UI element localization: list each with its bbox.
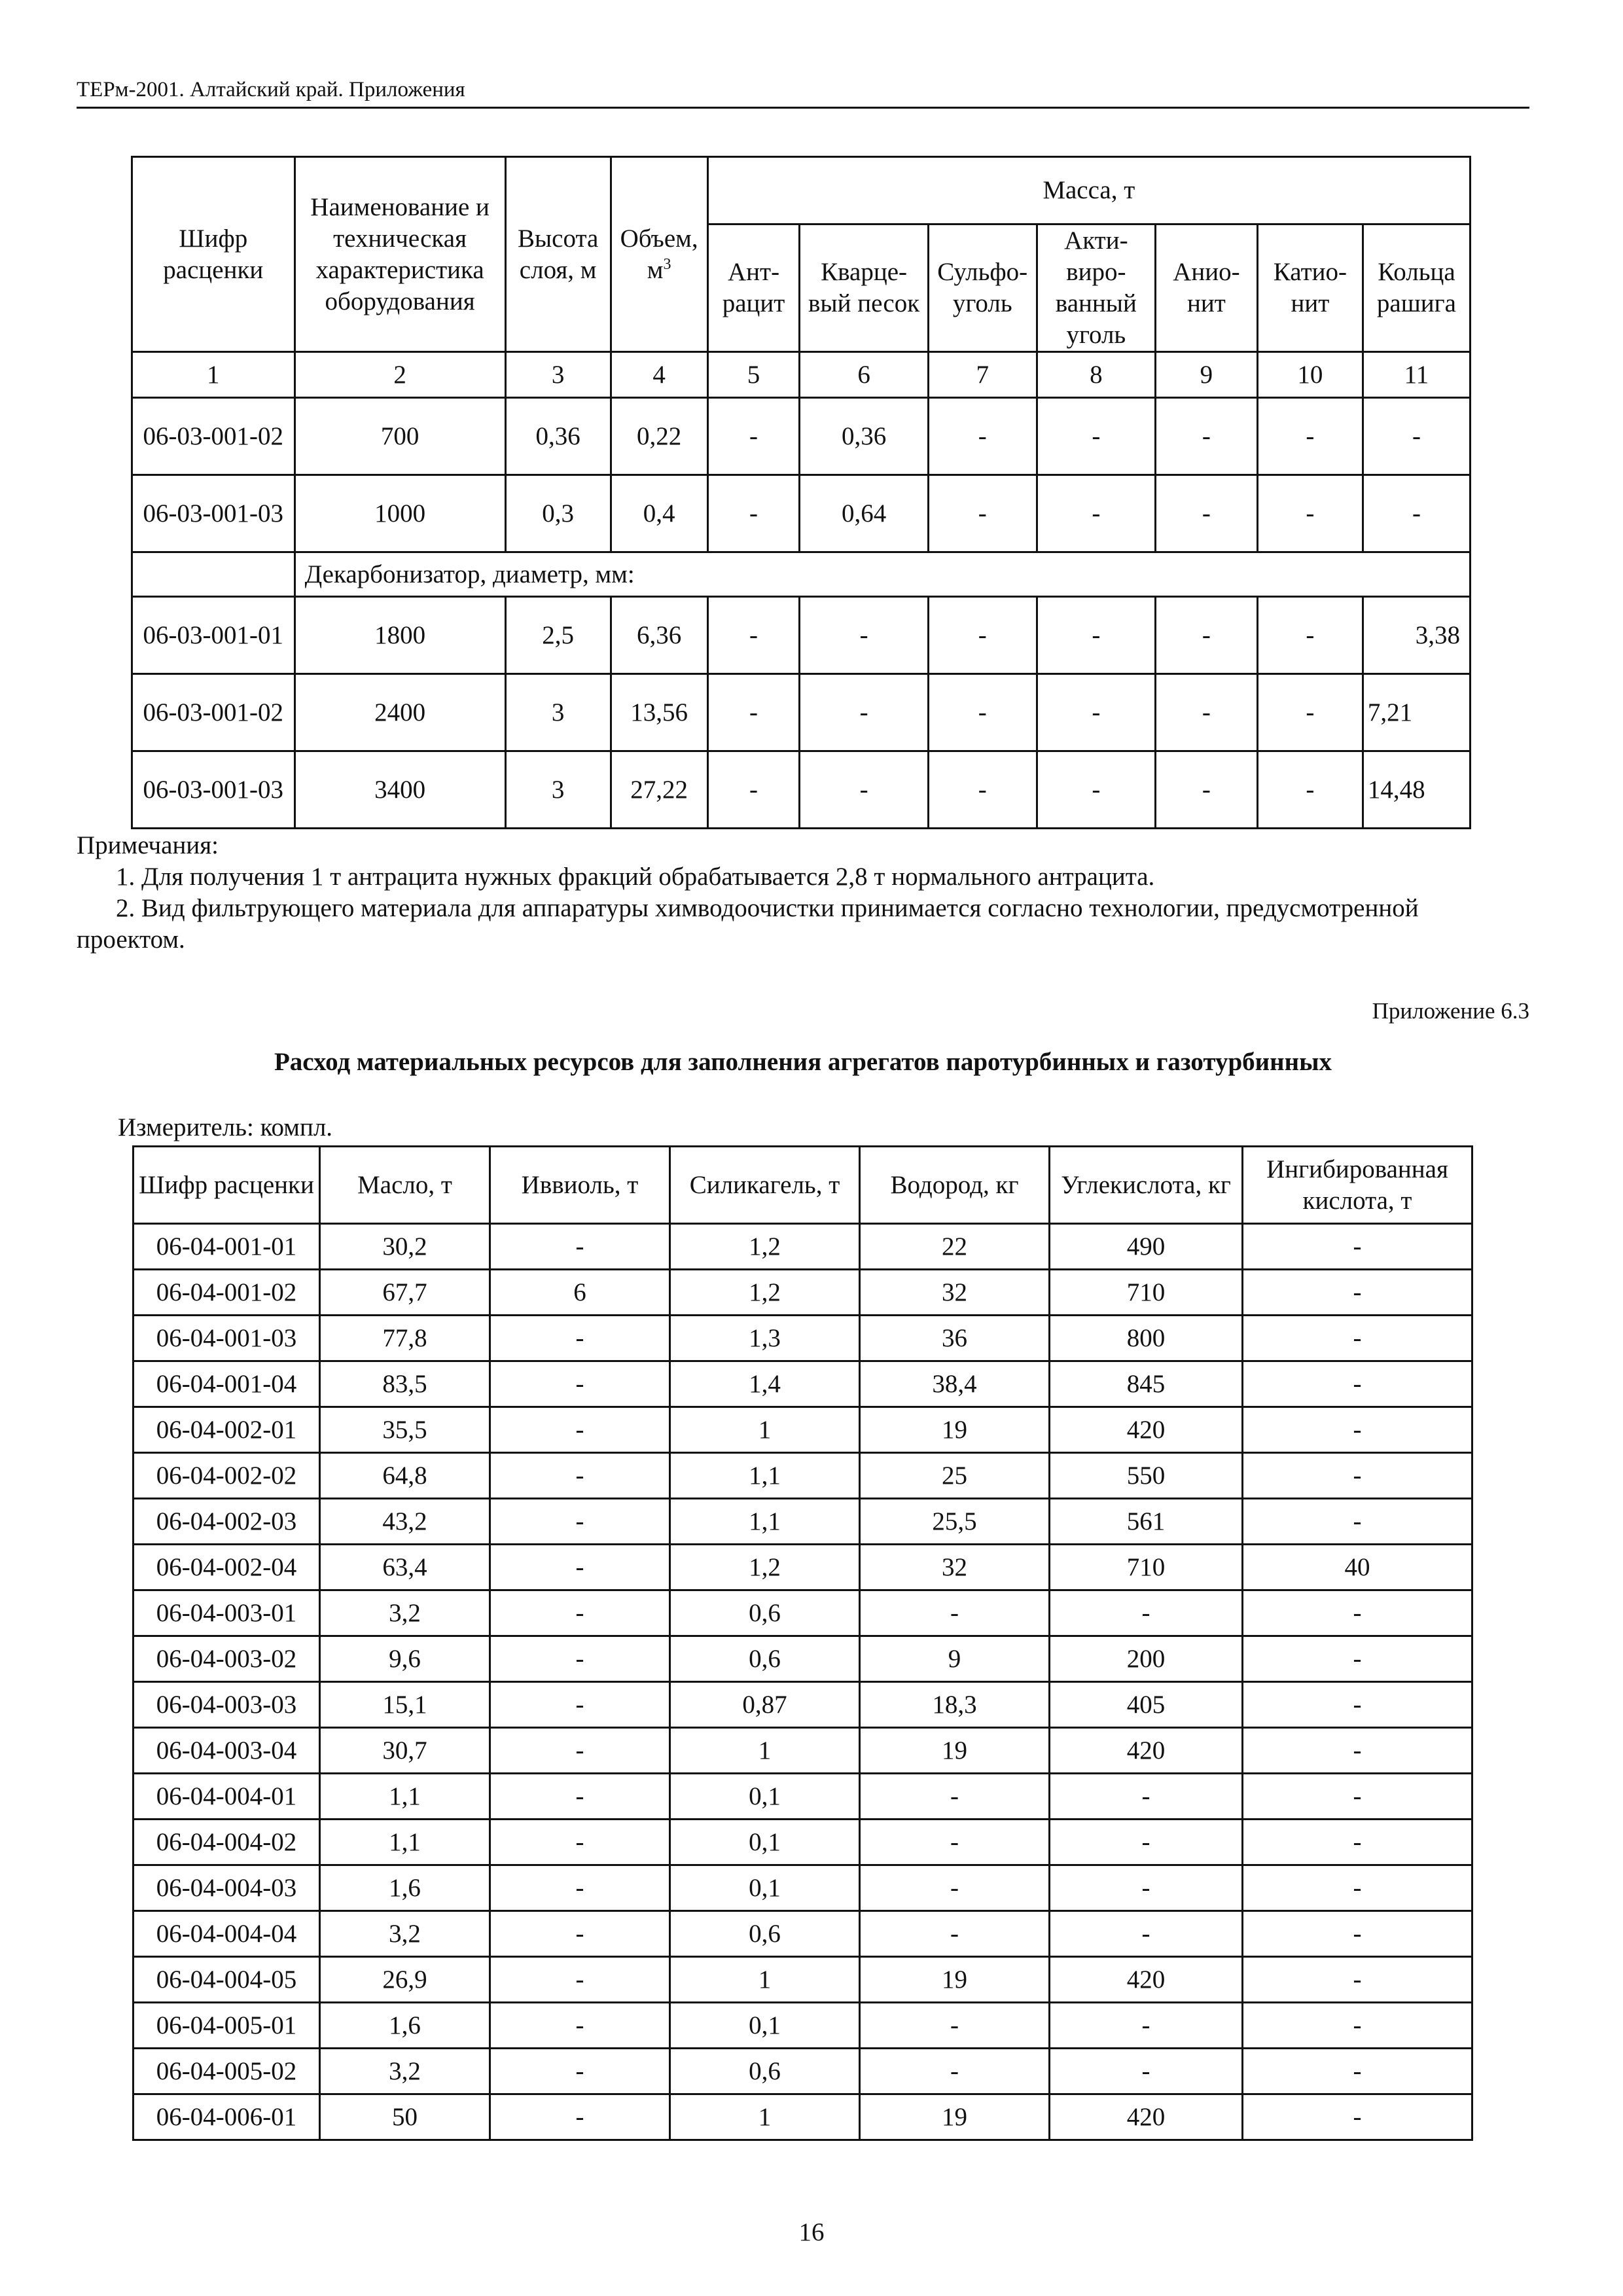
table-cell: 63,4 [320,1545,490,1590]
row-code: 06-04-001-03 [134,1316,320,1361]
table-cell: 83,5 [320,1361,490,1407]
column-header: Ингибированная кислота, т [1243,1147,1472,1224]
header-sulfocoal: Сульфо-уголь [928,224,1037,352]
table-cell: - [800,674,928,751]
table-cell: 0,36 [505,398,611,475]
table-cell: 36 [860,1316,1050,1361]
table-cell: - [490,1590,670,1636]
table-cell: - [490,1453,670,1499]
table-row [134,1407,1472,1453]
column-header: Водород, кг [860,1147,1050,1224]
row-code: 06-04-004-04 [134,1911,320,1957]
header-anthracite: Ант-рацит [707,224,800,352]
header-anionite: Анио-нит [1155,224,1257,352]
table-cell: - [490,1316,670,1361]
table-cell: 1,3 [670,1316,860,1361]
row-code: 06-03-001-02 [132,398,295,475]
table-cell: 405 [1050,1682,1243,1728]
table-cell: 0,64 [800,475,928,552]
table-cell: 420 [1050,1957,1243,2003]
table-cell: - [1243,1682,1472,1728]
column-header: Шифр расценки [134,1147,320,1224]
table-cell: 845 [1050,1361,1243,1407]
table-cell: - [1243,1361,1472,1407]
table-row [134,1316,1472,1361]
table-cell: - [707,674,800,751]
table-row [132,398,1471,475]
table-cell: - [1155,597,1257,674]
table-row [134,1224,1472,1270]
table-cell: 1,1 [670,1499,860,1545]
table-cell: 0,6 [670,1911,860,1957]
table-row [132,597,1471,674]
table-cell: 40 [1243,1545,1472,1590]
table-cell: 7,21 [1363,674,1470,751]
column-header: Масло, т [320,1147,490,1224]
table-cell: 77,8 [320,1316,490,1361]
notes-title: Примечания: [77,831,219,859]
table-cell: - [1257,475,1363,552]
column-number: 11 [1363,352,1470,398]
table-row [134,1820,1472,1865]
table-cell: - [1243,1453,1472,1499]
page-number: 16 [798,2218,825,2246]
table-cell: 13,56 [611,674,707,751]
table-row [134,2003,1472,2049]
table-cell: - [490,1545,670,1590]
table-cell: - [1243,1957,1472,2003]
table-cell: - [860,1911,1050,1957]
table-row [134,1636,1472,1682]
table-cell: 35,5 [320,1407,490,1453]
table-cell: 0,87 [670,1682,860,1728]
table-cell: 30,7 [320,1728,490,1774]
table-cell: - [1050,2003,1243,2049]
table-cell: 1,1 [320,1774,490,1820]
table-row [134,2094,1472,2140]
table-cell: 200 [1050,1636,1243,1682]
table-cell: 27,22 [611,751,707,829]
table-row [132,475,1471,552]
table-cell: 3 [505,674,611,751]
table-cell: - [707,597,800,674]
table-cell: - [1155,751,1257,829]
table-cell: - [1155,398,1257,475]
table-cell: - [1257,597,1363,674]
row-code: 06-04-003-03 [134,1682,320,1728]
row-code: 06-04-005-02 [134,2049,320,2094]
table-cell: 0,6 [670,1636,860,1682]
table-cell: - [1050,1865,1243,1911]
row-code: 06-04-002-02 [134,1453,320,1499]
table-cell: 43,2 [320,1499,490,1545]
table-cell: 64,8 [320,1453,490,1499]
header-mass-group: Масса, т [707,157,1470,224]
table-row [134,1728,1472,1774]
table-cell: - [490,1820,670,1865]
table-cell: - [1037,674,1155,751]
table-cell: - [1050,2049,1243,2094]
header-volume: Объем, $м^3$ [611,157,707,352]
table-cell: - [928,597,1037,674]
table-cell: 38,4 [860,1361,1050,1407]
column-header: Силикагель, т [670,1147,860,1224]
table-cell: 800 [1050,1316,1243,1361]
table-cell: 1 [670,2094,860,2140]
column-number: 10 [1257,352,1363,398]
table-cell: 0,1 [670,1774,860,1820]
column-number: 7 [928,352,1037,398]
table-cell: - [707,751,800,829]
header-name: Наименование и техническая характеристика оборудования [294,157,505,352]
table-cell: - [1257,398,1363,475]
table-row [134,1865,1472,1911]
table-cell: 6 [490,1270,670,1316]
row-code: 06-04-002-04 [134,1545,320,1590]
table-cell: - [490,1636,670,1682]
header-code: Шифр расценки [132,157,295,352]
table-cell: 0,22 [611,398,707,475]
table-cell: 1,1 [670,1453,860,1499]
table-cell: 1,2 [670,1545,860,1590]
table-cell: - [1050,1820,1243,1865]
table-cell: 490 [1050,1224,1243,1270]
table-cell: 0,1 [670,2003,860,2049]
table-cell: 19 [860,1957,1050,2003]
row-code: 06-04-006-01 [134,2094,320,2140]
table-row [132,751,1471,829]
row-code: 06-04-003-04 [134,1728,320,1774]
filter-materials-table [131,156,1471,829]
table-cell: - [860,1774,1050,1820]
table-cell: - [1243,1316,1472,1361]
table-cell: 3,38 [1363,597,1470,674]
table-cell: - [1243,1865,1472,1911]
table-cell: - [1243,1728,1472,1774]
table-cell: - [707,475,800,552]
table-cell: 0,36 [800,398,928,475]
column-number: 9 [1155,352,1257,398]
table-cell: - [1243,1499,1472,1545]
table-cell: - [860,2049,1050,2094]
row-code: 06-04-004-02 [134,1820,320,1865]
table-cell: 1,6 [320,2003,490,2049]
row-code: 06-04-001-01 [134,1224,320,1270]
table-cell: 6,36 [611,597,707,674]
note-2: 2. Вид фильтрующего материала для аппаратуры химводоочистки принимается согласно технологии, предусмотренной проектом. [77,894,1419,954]
table-cell: - [1050,1590,1243,1636]
table-cell: 0,6 [670,2049,860,2094]
table-cell: - [1257,674,1363,751]
turbine-materials-table [132,1145,1473,2141]
table-cell: - [928,751,1037,829]
header-quartz-sand: Кварце-вый песок [800,224,928,352]
table-cell: - [1243,1820,1472,1865]
table-cell: 3,2 [320,1590,490,1636]
table-cell: 3 [505,751,611,829]
table-cell: 2,5 [505,597,611,674]
table-cell: - [1155,674,1257,751]
table-cell: - [490,1728,670,1774]
table-cell: 1000 [294,475,505,552]
column-number: 8 [1037,352,1155,398]
row-code: 06-03-001-01 [132,597,295,674]
table-cell: 19 [860,1407,1050,1453]
table-cell: 1800 [294,597,505,674]
table-cell: - [1243,1636,1472,1682]
column-number: 3 [505,352,611,398]
meter-label: Измеритель: компл. [118,1113,333,1141]
table-cell: - [860,1865,1050,1911]
table-cell: 18,3 [860,1682,1050,1728]
column-number: 4 [611,352,707,398]
row-code: 06-03-001-03 [132,475,295,552]
table-cell: 420 [1050,1728,1243,1774]
table-cell: 550 [1050,1453,1243,1499]
table-row [134,1911,1472,1957]
table-cell: 700 [294,398,505,475]
section-title: Расход материальных ресурсов для заполнения агрегатов паротурбинных и газотурбинных [274,1048,1332,1076]
table-cell: 67,7 [320,1270,490,1316]
table-cell: - [1037,597,1155,674]
table-cell: - [1037,398,1155,475]
table-cell: - [1243,1407,1472,1453]
table-cell: - [1037,751,1155,829]
table-cell: 32 [860,1545,1050,1590]
row-code: 06-04-004-05 [134,1957,320,2003]
column-header: Иввиоль, т [490,1147,670,1224]
table-cell: - [1243,2094,1472,2140]
table-cell: 1,2 [670,1270,860,1316]
column-header: Углекислота, кг [1050,1147,1243,1224]
table-cell: - [928,475,1037,552]
table-cell: - [1243,2049,1472,2094]
table-cell: - [800,597,928,674]
table-row [134,1682,1472,1728]
table-row [134,1590,1472,1636]
table-cell: 32 [860,1270,1050,1316]
table-cell: - [490,1361,670,1407]
table-cell: 710 [1050,1545,1243,1590]
table-cell: - [707,398,800,475]
table-cell: 1,2 [670,1224,860,1270]
section-empty-cell [132,552,295,597]
table-cell: - [1243,1270,1472,1316]
table-cell: 25 [860,1453,1050,1499]
table-cell: 25,5 [860,1499,1050,1545]
column-number: 2 [294,352,505,398]
table-row [134,1774,1472,1820]
table-cell: - [860,1820,1050,1865]
table-cell: - [490,1911,670,1957]
table-cell: 420 [1050,2094,1243,2140]
table-cell: - [800,751,928,829]
table-cell: 3,2 [320,1911,490,1957]
row-code: 06-04-002-03 [134,1499,320,1545]
table-cell: - [490,1957,670,2003]
table-cell: - [860,1590,1050,1636]
table-cell: - [1243,1911,1472,1957]
table-row [134,1545,1472,1590]
header-activated-carbon: Акти-виро-ванный уголь [1037,224,1155,352]
column-number: 6 [800,352,928,398]
table-cell: - [490,1865,670,1911]
table-cell: - [1243,2003,1472,2049]
table-cell: 0,6 [670,1590,860,1636]
table-row [134,1453,1472,1499]
table-cell: 19 [860,1728,1050,1774]
table-row [134,2049,1472,2094]
table-cell: 2400 [294,674,505,751]
table-cell: - [490,1682,670,1728]
table-cell: 50 [320,2094,490,2140]
table-cell: 3400 [294,751,505,829]
table-cell: 710 [1050,1270,1243,1316]
table-cell: - [1243,1774,1472,1820]
table-cell: 1 [670,1407,860,1453]
table-cell: - [1363,398,1470,475]
table-cell: 0,1 [670,1820,860,1865]
row-code: 06-04-003-02 [134,1636,320,1682]
table-cell: 3,2 [320,2049,490,2094]
table-cell: 30,2 [320,1224,490,1270]
table-cell: 0,4 [611,475,707,552]
section-label: Декарбонизатор, диаметр, мм: [294,552,1470,597]
row-code: 06-04-001-02 [134,1270,320,1316]
row-code: 06-04-005-01 [134,2003,320,2049]
table-cell: - [1363,475,1470,552]
column-number-row [132,352,1471,398]
row-code: 06-04-001-04 [134,1361,320,1407]
table-cell: 9 [860,1636,1050,1682]
table-cell: 561 [1050,1499,1243,1545]
table-cell: - [1155,475,1257,552]
running-header: ТЕРм-2001. Алтайский край. Приложения [77,75,1529,109]
table-cell: 26,9 [320,1957,490,2003]
row-code: 06-04-003-01 [134,1590,320,1636]
table-row [134,1361,1472,1407]
table-cell: - [928,398,1037,475]
table-cell: - [490,2049,670,2094]
notes [77,830,1529,956]
table-cell: - [490,1407,670,1453]
header-cationite: Катио-нит [1257,224,1363,352]
table-cell: - [490,1774,670,1820]
table-cell: 1 [670,1728,860,1774]
table-cell: 9,6 [320,1636,490,1682]
table-cell: - [1037,475,1155,552]
table-cell: 1,4 [670,1361,860,1407]
table-cell: - [1050,1774,1243,1820]
row-code: 06-04-004-03 [134,1865,320,1911]
table-cell: 15,1 [320,1682,490,1728]
table-cell: 22 [860,1224,1050,1270]
table-header-row [134,1147,1472,1224]
column-number: 5 [707,352,800,398]
table-cell: - [860,2003,1050,2049]
table-cell: 0,3 [505,475,611,552]
table-cell: 1,6 [320,1865,490,1911]
table-cell: - [490,1224,670,1270]
table-cell: 0,1 [670,1865,860,1911]
table-cell: - [490,2094,670,2140]
table-cell: 19 [860,2094,1050,2140]
header-height: Высота слоя, м [505,157,611,352]
table-cell: 14,48 [1363,751,1470,829]
table-cell: 1 [670,1957,860,2003]
table-cell: - [1243,1224,1472,1270]
table-cell: - [1050,1911,1243,1957]
header-raschig-rings: Кольца рашига [1363,224,1470,352]
row-code: 06-04-002-01 [134,1407,320,1453]
row-code: 06-03-001-03 [132,751,295,829]
table-cell: 1,1 [320,1820,490,1865]
note-1: 1. Для получения 1 т антрацита нужных фракций обрабатывается 2,8 т нормального антрацита. [116,863,1155,891]
table-cell: - [1243,1590,1472,1636]
table-row [134,1957,1472,2003]
table-row [134,1270,1472,1316]
table-cell: - [1257,751,1363,829]
table-cell: - [490,1499,670,1545]
table-row [132,674,1471,751]
table-cell: 420 [1050,1407,1243,1453]
appendix-label: Приложение 6.3 [1372,998,1529,1024]
row-code: 06-03-001-02 [132,674,295,751]
table-cell: - [490,2003,670,2049]
row-code: 06-04-004-01 [134,1774,320,1820]
column-number: 1 [132,352,295,398]
table-cell: - [928,674,1037,751]
table-row [134,1499,1472,1545]
